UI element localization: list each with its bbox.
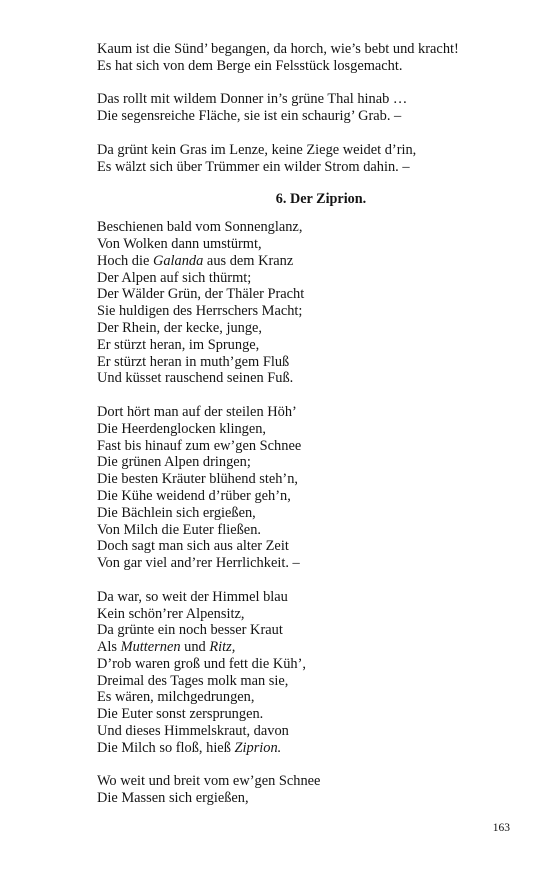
verse-line: Die grünen Alpen dringen; (97, 454, 251, 471)
verse-line: Der Wälder Grün, der Thäler Pracht (97, 286, 305, 303)
verse-line: Er stürzt heran, im Sprunge, (97, 336, 260, 353)
poem-stanza-3 (97, 589, 517, 757)
verse-line: Beschienen bald vom Sonnenglanz, (97, 219, 303, 236)
verse-line: Von Milch die Euter fließen. (97, 521, 261, 538)
verse-line: Wo weit und breit vom ew’gen Schnee (97, 773, 321, 790)
verse-line: Und dieses Himmelskraut, davon (97, 723, 289, 740)
verse-line (97, 639, 517, 656)
verse-line: Von Wolken dann umstürmt, (97, 235, 262, 252)
poem-stanza-2 (97, 404, 517, 572)
verse-line: Das rollt mit wildem Donner in’s grüne Thal hinab … (97, 91, 408, 108)
verse-text: und (180, 639, 210, 656)
verse-line: Die Bächlein sich ergießen, (97, 504, 256, 521)
verse-line: Die segensreiche Fläche, sie ist ein schaurig’ Grab. – (97, 108, 402, 125)
verse-line: Es hat sich von dem Berge ein Felsstück losgemacht. (97, 57, 403, 74)
section-title: 6. Der Ziprion. (275, 191, 367, 208)
verse-line: Kaum ist die Sünd’ begangen, da horch, wie’s bebt und kracht! (97, 41, 459, 57)
verse-line (97, 253, 517, 270)
verse-line: Die Massen sich ergießen, (97, 790, 249, 807)
verse-line: Die Euter sonst zersprungen. (97, 706, 264, 723)
verse-line: Die besten Kräuter blühend steh’n, (97, 471, 299, 488)
verse-emphasis: Ritz, (209, 639, 236, 656)
verse-emphasis: Galanda (152, 252, 204, 269)
verse-line: Es wären, milchgedrungen, (97, 689, 255, 706)
verse-text: Die Milch so floß, hieß (97, 739, 235, 756)
verse-line: Fast bis hinauf zum ew’gen Schnee (97, 437, 302, 454)
verse-line: Da grünte ein noch besser Kraut (97, 622, 283, 639)
text-block (97, 41, 517, 807)
verse-line: Er stürzt heran in muth’gem Fluß (97, 353, 290, 370)
stanza-top-3 (97, 142, 517, 176)
verse-text: Als (97, 639, 121, 656)
verse-line: Von gar viel and’rer Herrlichkeit. – (97, 555, 300, 572)
poem-stanza-4 (97, 773, 517, 807)
verse-line: Der Alpen auf sich thürmt; (97, 269, 252, 286)
verse-line: Da grünt kein Gras im Lenze, keine Ziege weidet d’rin, (97, 141, 417, 158)
poem-stanza-1 (97, 219, 517, 387)
verse-line: Da war, so weit der Himmel blau (97, 588, 288, 605)
verse-line: Und küsset rauschend seinen Fuß. (97, 370, 294, 387)
verse-line: Dreimal des Tages molk man sie, (97, 672, 289, 689)
verse-line: D’rob waren groß und fett die Küh’, (97, 655, 307, 672)
verse-line: Die Kühe weidend d’rüber geh’n, (97, 487, 291, 504)
verse-line: Sie huldigen des Herrschers Macht; (97, 303, 303, 320)
verse-line (97, 740, 517, 757)
verse-text: Hoch die (97, 252, 153, 269)
verse-line: Doch sagt man sich aus alter Zeit (97, 538, 289, 555)
verse-line: Der Rhein, der kecke, junge, (97, 319, 263, 336)
verse-emphasis: Ziprion. (234, 739, 282, 756)
stanza-top-1 (97, 41, 517, 75)
verse-emphasis: Mutternen (120, 639, 181, 656)
verse-line: Kein schön’rer Alpensitz, (97, 605, 245, 622)
verse-text: aus dem Kranz (203, 252, 294, 269)
verse-line: Die Heerdenglocken klingen, (97, 420, 267, 437)
page-number: 163 (492, 822, 510, 834)
verse-line: Dort hört man auf der steilen Höh’ (97, 403, 297, 420)
stanza-top-2 (97, 91, 517, 125)
verse-line: Es wälzt sich über Trümmer ein wilder Strom dahin. – (97, 158, 410, 175)
